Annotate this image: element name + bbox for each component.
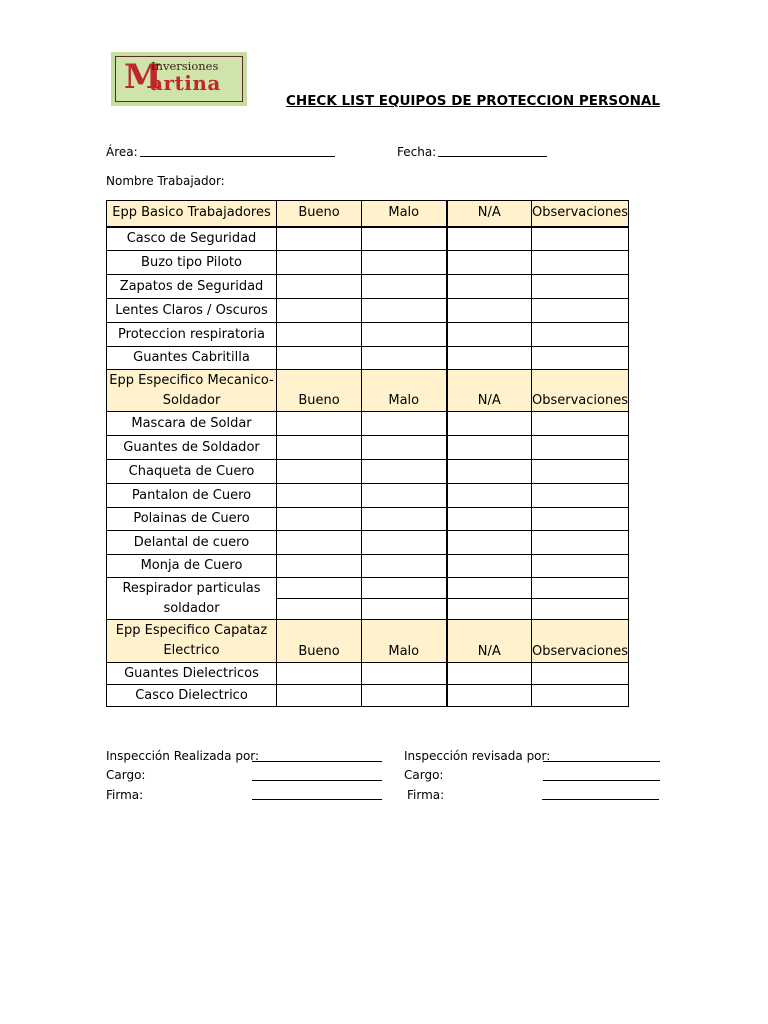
table-row bbox=[107, 663, 629, 685]
company-logo bbox=[111, 52, 247, 106]
malo-cell[interactable] bbox=[362, 685, 447, 707]
bueno-cell[interactable] bbox=[277, 460, 362, 484]
cargo-right-field-line[interactable] bbox=[543, 780, 660, 781]
observaciones-cell[interactable] bbox=[532, 685, 629, 707]
table-row bbox=[107, 508, 629, 531]
bueno-cell[interactable] bbox=[277, 599, 362, 620]
table-row bbox=[107, 412, 629, 436]
firma-left-field-line[interactable] bbox=[252, 799, 382, 800]
observaciones-cell[interactable] bbox=[532, 275, 629, 299]
section-title bbox=[107, 620, 277, 663]
na-cell[interactable] bbox=[447, 436, 532, 460]
malo-cell[interactable] bbox=[362, 323, 447, 347]
inspeccion-realizada-label: Inspección Realizada por: bbox=[106, 749, 260, 763]
item-label: Guantes Cabritilla bbox=[107, 347, 277, 370]
table-row bbox=[107, 531, 629, 555]
bueno-cell[interactable] bbox=[277, 275, 362, 299]
bueno-cell[interactable] bbox=[277, 347, 362, 370]
item-label: Guantes de Soldador bbox=[107, 436, 277, 460]
cargo-left-field-line[interactable] bbox=[252, 780, 382, 781]
observaciones-cell[interactable] bbox=[532, 412, 629, 436]
firma-label-left: Firma: bbox=[106, 788, 144, 802]
item-label-line2: soldador bbox=[163, 600, 220, 616]
na-cell[interactable] bbox=[447, 685, 532, 707]
col-na: N/A bbox=[447, 370, 532, 412]
item-label: Casco Dielectrico bbox=[107, 685, 277, 707]
logo-text-bottom: artina bbox=[150, 71, 221, 95]
col-observaciones: Observaciones bbox=[532, 370, 629, 412]
na-cell[interactable] bbox=[447, 531, 532, 555]
observaciones-cell[interactable] bbox=[532, 323, 629, 347]
col-na: N/A bbox=[447, 620, 532, 663]
observaciones-cell[interactable] bbox=[532, 299, 629, 323]
malo-cell[interactable] bbox=[362, 275, 447, 299]
bueno-cell[interactable] bbox=[277, 412, 362, 436]
malo-cell[interactable] bbox=[362, 251, 447, 275]
firma-right-field-line[interactable] bbox=[542, 799, 659, 800]
bueno-cell[interactable] bbox=[277, 685, 362, 707]
na-cell[interactable] bbox=[447, 663, 532, 685]
item-label: Monja de Cuero bbox=[107, 555, 277, 578]
item-label: Buzo tipo Piloto bbox=[107, 251, 277, 275]
observaciones-cell[interactable] bbox=[532, 508, 629, 531]
section-header-basico bbox=[107, 201, 629, 227]
table-row bbox=[107, 347, 629, 370]
logo-text-top: Inversiones bbox=[151, 59, 219, 73]
cargo-label-right: Cargo: bbox=[404, 768, 444, 782]
table-row bbox=[107, 275, 629, 299]
logo-frame bbox=[115, 56, 243, 102]
bueno-cell[interactable] bbox=[277, 484, 362, 508]
na-cell[interactable] bbox=[447, 412, 532, 436]
realizada-field-line[interactable] bbox=[252, 761, 382, 762]
document-title: CHECK LIST EQUIPOS DE PROTECCION PERSONAL bbox=[286, 93, 660, 109]
observaciones-cell[interactable] bbox=[532, 460, 629, 484]
section-header-mecanico-soldador bbox=[107, 370, 629, 412]
malo-cell[interactable] bbox=[362, 460, 447, 484]
logo-letter-m: M bbox=[124, 57, 162, 97]
table-row bbox=[107, 685, 629, 707]
na-cell[interactable] bbox=[447, 251, 532, 275]
section-title: Epp Basico Trabajadores bbox=[107, 201, 277, 227]
revisada-field-line[interactable] bbox=[543, 761, 660, 762]
observaciones-cell[interactable] bbox=[532, 484, 629, 508]
section-title-line2: Soldador bbox=[162, 392, 221, 408]
col-observaciones: Observaciones bbox=[532, 201, 629, 227]
bueno-cell[interactable] bbox=[277, 531, 362, 555]
col-malo: Malo bbox=[362, 620, 447, 663]
section-title-line1: Epp Especifico Mecanico- bbox=[109, 372, 274, 388]
malo-cell[interactable] bbox=[362, 484, 447, 508]
item-label bbox=[107, 578, 277, 620]
bueno-cell[interactable] bbox=[277, 508, 362, 531]
fecha-field-line[interactable] bbox=[438, 156, 547, 157]
table-row bbox=[107, 227, 629, 251]
section-title-line1: Epp Especifico Capataz bbox=[115, 623, 268, 638]
area-label: Área: bbox=[106, 145, 138, 159]
fecha-label: Fecha: bbox=[397, 145, 437, 159]
observaciones-cell[interactable] bbox=[532, 347, 629, 370]
col-malo: Malo bbox=[362, 201, 447, 227]
section-title bbox=[107, 370, 277, 412]
table-row bbox=[107, 299, 629, 323]
item-label: Proteccion respiratoria bbox=[107, 323, 277, 347]
area-field-line[interactable] bbox=[140, 156, 335, 157]
observaciones-cell[interactable] bbox=[532, 227, 629, 251]
col-bueno: Bueno bbox=[277, 201, 362, 227]
cargo-label-left: Cargo: bbox=[106, 768, 146, 782]
bueno-cell[interactable] bbox=[277, 663, 362, 685]
item-label: Chaqueta de Cuero bbox=[107, 460, 277, 484]
malo-cell[interactable] bbox=[362, 227, 447, 251]
col-bueno: Bueno bbox=[277, 620, 362, 663]
malo-cell[interactable] bbox=[362, 599, 447, 620]
item-label: Polainas de Cuero bbox=[107, 508, 277, 531]
observaciones-cell[interactable] bbox=[532, 436, 629, 460]
na-cell[interactable] bbox=[447, 508, 532, 531]
col-bueno: Bueno bbox=[277, 370, 362, 412]
malo-cell[interactable] bbox=[362, 299, 447, 323]
col-na: N/A bbox=[447, 201, 532, 227]
section-header-capataz-electrico bbox=[107, 620, 629, 663]
item-label: Delantal de cuero bbox=[107, 531, 277, 555]
section-title-line2: Electrico bbox=[163, 643, 220, 658]
col-malo: Malo bbox=[362, 370, 447, 412]
bueno-cell[interactable] bbox=[277, 323, 362, 347]
malo-cell[interactable] bbox=[362, 531, 447, 555]
bueno-cell[interactable] bbox=[277, 436, 362, 460]
table-row bbox=[107, 578, 629, 599]
malo-cell[interactable] bbox=[362, 555, 447, 578]
na-cell[interactable] bbox=[447, 323, 532, 347]
malo-cell[interactable] bbox=[362, 578, 447, 599]
item-label: Casco de Seguridad bbox=[107, 227, 277, 251]
inspeccion-revisada-label: Inspección revisada por: bbox=[404, 749, 551, 763]
item-label: Zapatos de Seguridad bbox=[107, 275, 277, 299]
observaciones-cell[interactable] bbox=[532, 555, 629, 578]
observaciones-cell[interactable] bbox=[532, 251, 629, 275]
na-cell[interactable] bbox=[447, 299, 532, 323]
table-row bbox=[107, 251, 629, 275]
bueno-cell[interactable] bbox=[277, 555, 362, 578]
table-row bbox=[107, 323, 629, 347]
na-cell[interactable] bbox=[447, 347, 532, 370]
table-row bbox=[107, 555, 629, 578]
observaciones-cell[interactable] bbox=[532, 663, 629, 685]
na-cell[interactable] bbox=[447, 599, 532, 620]
table-row bbox=[107, 484, 629, 508]
malo-cell[interactable] bbox=[362, 436, 447, 460]
na-cell[interactable] bbox=[447, 578, 532, 599]
item-label-line1: Respirador particulas bbox=[122, 580, 261, 596]
na-cell[interactable] bbox=[447, 460, 532, 484]
na-cell[interactable] bbox=[447, 227, 532, 251]
malo-cell[interactable] bbox=[362, 347, 447, 370]
bueno-cell[interactable] bbox=[277, 251, 362, 275]
bueno-cell[interactable] bbox=[277, 578, 362, 599]
item-label: Mascara de Soldar bbox=[107, 412, 277, 436]
item-label: Lentes Claros / Oscuros bbox=[107, 299, 277, 323]
table-row bbox=[107, 460, 629, 484]
col-observaciones: Observaciones bbox=[532, 620, 629, 663]
na-cell[interactable] bbox=[447, 275, 532, 299]
observaciones-cell[interactable] bbox=[532, 531, 629, 555]
firma-label-right: Firma: bbox=[407, 788, 445, 802]
malo-cell[interactable] bbox=[362, 663, 447, 685]
malo-cell[interactable] bbox=[362, 412, 447, 436]
item-label: Guantes Dielectricos bbox=[107, 663, 277, 685]
bueno-cell[interactable] bbox=[277, 299, 362, 323]
observaciones-cell[interactable] bbox=[532, 578, 629, 599]
checklist-table bbox=[106, 200, 629, 707]
malo-cell[interactable] bbox=[362, 508, 447, 531]
item-label: Pantalon de Cuero bbox=[107, 484, 277, 508]
bueno-cell[interactable] bbox=[277, 227, 362, 251]
observaciones-cell[interactable] bbox=[532, 599, 629, 620]
nombre-trabajador-label: Nombre Trabajador: bbox=[106, 174, 225, 188]
na-cell[interactable] bbox=[447, 555, 532, 578]
na-cell[interactable] bbox=[447, 484, 532, 508]
table-row bbox=[107, 436, 629, 460]
